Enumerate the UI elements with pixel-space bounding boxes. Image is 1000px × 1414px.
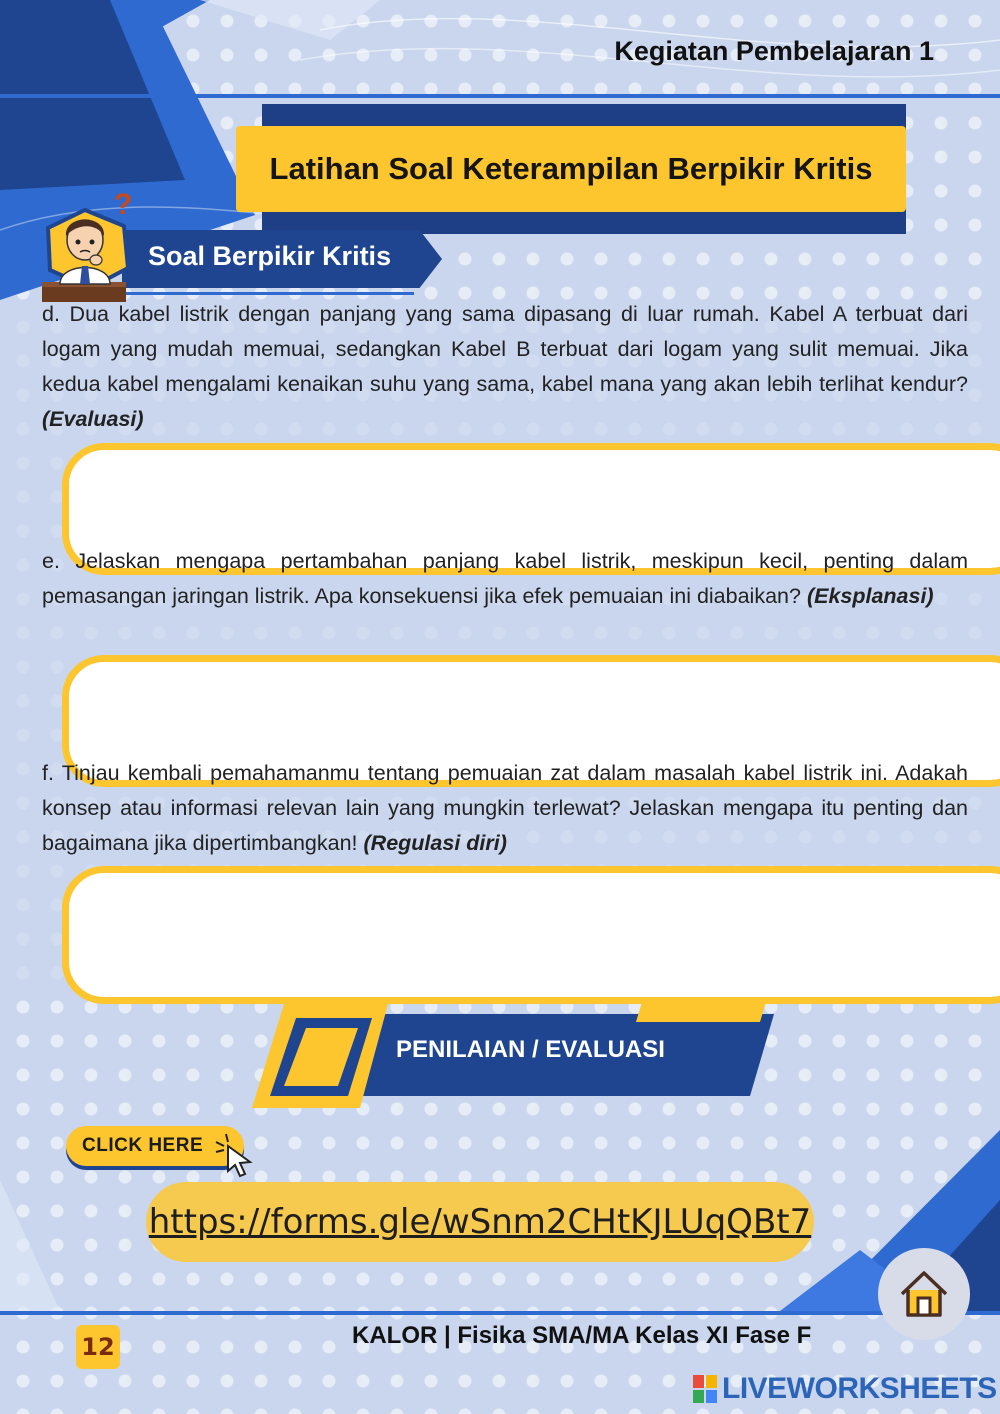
question-f-skill-tag: (Regulasi diri)	[363, 831, 507, 855]
form-link-box[interactable]	[146, 1182, 814, 1262]
footer-divider	[0, 1311, 1000, 1315]
question-mark-icon	[114, 188, 132, 221]
thinking-student-icon	[38, 184, 148, 304]
header-divider	[0, 94, 1000, 98]
svg-text:?: ?	[114, 188, 133, 221]
evaluation-label: PENILAIAN / EVALUASI	[396, 1036, 665, 1063]
home-icon	[896, 1268, 952, 1320]
answer-field-f[interactable]	[62, 866, 1000, 1004]
liveworksheets-logo-icon	[692, 1374, 718, 1404]
question-e: e. Jelaskan mengapa pertambahan panjang kabel listrik, meskipun kecil, penting dalam pemasangan jaringan listrik. Apa konsekuensi jika efek pemuaian ini diabaikan? (Eksplanasi)	[42, 549, 968, 608]
form-link[interactable]: https://forms.gle/wSnm2CHtKJLUqQBt7	[148, 1202, 812, 1242]
footer-text: KALOR | Fisika SMA/MA Kelas XI Fase F	[352, 1322, 812, 1349]
question-d-skill-tag: (Evaluasi)	[42, 407, 144, 431]
page-number: 12	[76, 1325, 120, 1369]
liveworksheets-text: LIVEWORKSHEETS	[722, 1372, 997, 1405]
question-e-skill-tag: (Eksplanasi)	[806, 584, 934, 608]
cursor-icon	[214, 1132, 254, 1178]
question-d: d. Dua kabel listrik dengan panjang yang sama dipasang di luar rumah. Kabel A terbuat dari logam yang mudah memuai, sedangkan Kabel B terbuat dari logam yang sulit memuai. Jika kedua kabel mengalami kenaikan suhu yang sama, kabel mana yang akan lebih terlihat kendur? (Evaluasi)	[42, 302, 968, 431]
page-title: Latihan Soal Keterampilan Berpikir Kritis	[269, 151, 873, 186]
section-label: Soal Berpikir Kritis	[148, 241, 392, 271]
click-here-label: CLICK HERE	[82, 1135, 204, 1156]
home-button[interactable]	[878, 1248, 970, 1340]
title-box	[236, 126, 906, 212]
page-header-title: Kegiatan Pembelajaran 1	[614, 36, 934, 66]
question-f: f. Tinjau kembali pemahamanmu tentang pemuaian zat dalam masalah kabel listrik ini. Adakah konsep atau informasi relevan lain yang mungkin terlewat? Jelaskan mengapa itu penting dan bagaimana jika dipertimbangkan! (Regulasi diri)	[42, 761, 968, 855]
liveworksheets-watermark	[692, 1372, 997, 1406]
